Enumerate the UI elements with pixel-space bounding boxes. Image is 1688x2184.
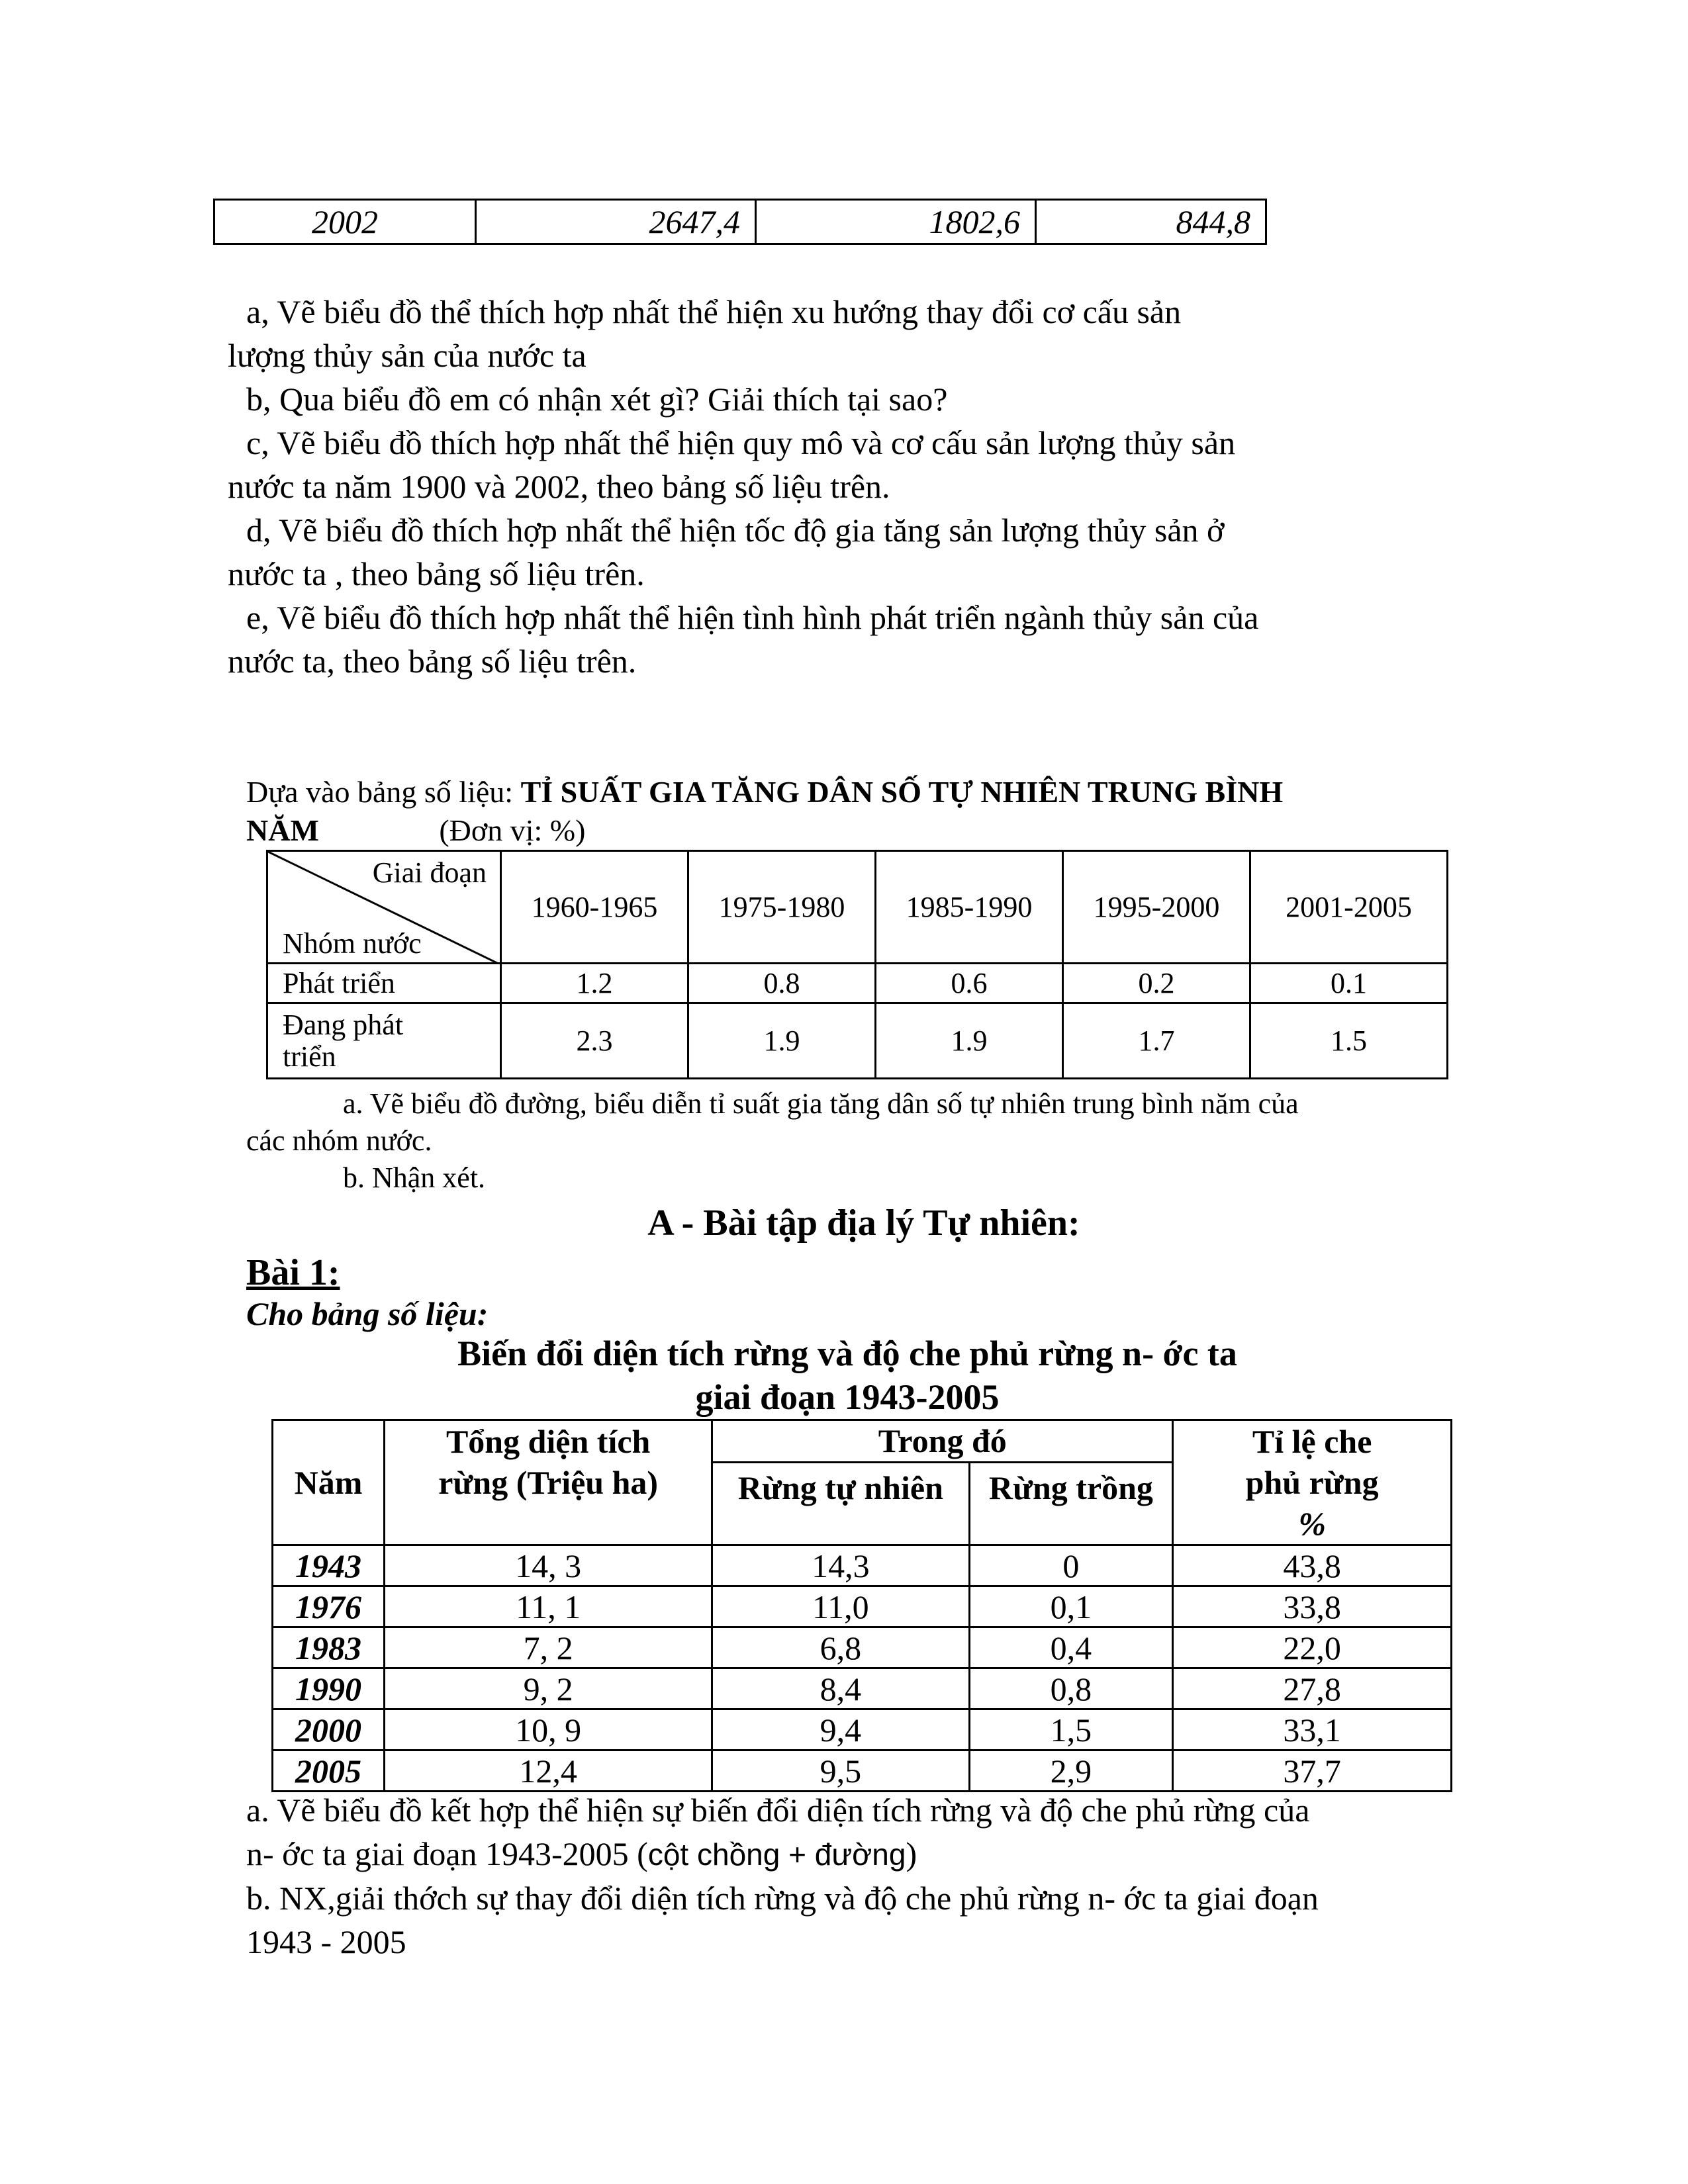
value-cell: 33,8 <box>1173 1586 1452 1627</box>
value-cell: 14, 3 <box>385 1545 712 1586</box>
value-cell: 6,8 <box>712 1627 969 1668</box>
header-cover-label: Tỉ lệ che phủ rừng <box>1245 1423 1379 1501</box>
table-title-line: Biến đổi diện tích rừng và độ che phủ rừng n- ớc ta <box>457 1334 1237 1373</box>
value-cell: 7, 2 <box>385 1627 712 1668</box>
question-line: nước ta năm 1900 và 2002, theo bảng số liệu trên. <box>228 468 890 505</box>
question-line <box>246 1832 1504 1876</box>
period-header: 1985-1990 <box>876 851 1063 964</box>
value-cell: 0.6 <box>876 964 1063 1003</box>
table-row <box>273 1709 1452 1751</box>
population-title: TỈ SUẤT GIA TĂNG DÂN SỐ TỰ NHIÊN TRUNG BÌNH <box>520 775 1284 809</box>
population-table <box>266 850 1448 1079</box>
question-text: n- ớc ta giai đoạn 1943-2005 ( <box>246 1835 648 1872</box>
question-line: lượng thủy sản của nước ta <box>228 337 586 374</box>
value-cell: 1.7 <box>1063 1003 1250 1079</box>
header-group: Trong đó <box>712 1420 1173 1463</box>
year-cell: 1990 <box>273 1668 385 1709</box>
period-header: 1960-1965 <box>501 851 688 964</box>
question-line: nước ta, theo bảng số liệu trên. <box>228 643 637 680</box>
question-line: 1943 - 2005 <box>246 1923 406 1960</box>
table-cell: 2002 <box>214 200 476 244</box>
question-line: b. NX,giải thớch sự thay đổi diện tích rừng và độ che phủ rừng n- ớc ta giai đoạn <box>246 1880 1319 1917</box>
value-cell: 1.9 <box>688 1003 876 1079</box>
question-line: a. Vẽ biểu đồ kết hợp thể hiện sự biến đổi diện tích rừng và độ che phủ rừng của <box>246 1792 1310 1829</box>
fisheries-questions <box>228 290 1485 683</box>
question-line: b, Qua biểu đồ em có nhận xét gì? Giải thích tại sao? <box>246 381 948 418</box>
period-header: 2001-2005 <box>1250 851 1448 964</box>
corner-cell <box>267 851 501 964</box>
corner-bottom-label: Nhóm nước <box>283 927 422 960</box>
header-cover <box>1173 1420 1452 1545</box>
value-cell: 0.1 <box>1250 964 1448 1003</box>
population-heading <box>246 773 1504 850</box>
table-cell: 844,8 <box>1036 200 1266 244</box>
value-cell: 1.2 <box>501 964 688 1003</box>
year-cell: 2000 <box>273 1709 385 1751</box>
corner-top-label: Giai đoạn <box>372 856 487 889</box>
table-row <box>273 1751 1452 1792</box>
table-row <box>214 200 1266 244</box>
value-cell: 2.3 <box>501 1003 688 1079</box>
value-cell: 27,8 <box>1173 1668 1452 1709</box>
table-row <box>267 964 1448 1003</box>
question-line: a. Vẽ biểu đồ đường, biểu diễn tỉ suất gia tăng dân số tự nhiên trung bình năm của <box>343 1087 1299 1120</box>
value-cell: 8,4 <box>712 1668 969 1709</box>
value-cell: 43,8 <box>1173 1545 1452 1586</box>
question-line: c, Vẽ biểu đồ thích hợp nhất thể hiện quy mô và cơ cấu sản lượng thủy sản <box>246 424 1236 461</box>
question-line: a, Vẽ biểu đồ thể thích hợp nhất thể hiện xu hướng thay đổi cơ cấu sản <box>246 293 1182 330</box>
value-cell: 0 <box>969 1545 1173 1586</box>
value-cell: 1,5 <box>969 1709 1173 1751</box>
question-line: e, Vẽ biểu đồ thích hợp nhất thể hiện tình hình phát triển ngành thủy sản của <box>246 599 1259 636</box>
table-row <box>273 1627 1452 1668</box>
section-title: A - Bài tập địa lý Tự nhiên: <box>647 1203 1080 1244</box>
year-cell: 2005 <box>273 1751 385 1792</box>
year-cell: 1983 <box>273 1627 385 1668</box>
value-cell: 37,7 <box>1173 1751 1452 1792</box>
forest-questions <box>246 1788 1504 1964</box>
table-row <box>273 1668 1452 1709</box>
question-line: nước ta , theo bảng số liệu trên. <box>228 555 645 592</box>
period-header: 1975-1980 <box>688 851 876 964</box>
value-cell: 1.9 <box>876 1003 1063 1079</box>
population-questions <box>246 1085 1504 1197</box>
group-cell: Phát triển <box>267 964 501 1003</box>
header-total: Tổng diện tích rừng (Triệu ha) <box>385 1420 712 1545</box>
given-label: Cho bảng số liệu: <box>246 1295 489 1332</box>
unit-label: (Đơn vị: %) <box>439 813 586 847</box>
table-row <box>273 1545 1452 1586</box>
question-text-sans: cột chồng + đường <box>647 1837 906 1872</box>
year-cell: 1943 <box>273 1545 385 1586</box>
value-cell: 22,0 <box>1173 1627 1452 1668</box>
header-cover-unit: % <box>1298 1505 1326 1542</box>
year-cell: 1976 <box>273 1586 385 1627</box>
table-cell: 1802,6 <box>756 200 1036 244</box>
value-cell: 9,5 <box>712 1751 969 1792</box>
value-cell: 9, 2 <box>385 1668 712 1709</box>
value-cell: 11, 1 <box>385 1586 712 1627</box>
table-header-row <box>267 851 1448 964</box>
question-text: ) <box>906 1835 917 1872</box>
forest-table <box>271 1419 1452 1792</box>
header-planted: Rừng trồng <box>969 1462 1173 1545</box>
value-cell: 0,1 <box>969 1586 1173 1627</box>
value-cell: 11,0 <box>712 1586 969 1627</box>
period-header: 1995-2000 <box>1063 851 1250 964</box>
value-cell: 0.2 <box>1063 964 1250 1003</box>
value-cell: 12,4 <box>385 1751 712 1792</box>
exercise-label: Bài 1: <box>246 1252 340 1293</box>
question-line: d, Vẽ biểu đồ thích hợp nhất thể hiện tốc độ gia tăng sản lượng thủy sản ở <box>246 512 1225 549</box>
value-cell: 9,4 <box>712 1709 969 1751</box>
value-cell: 1.5 <box>1250 1003 1448 1079</box>
value-cell: 0.8 <box>688 964 876 1003</box>
table-row <box>273 1586 1452 1627</box>
population-title-2: NĂM <box>246 813 319 847</box>
table-title-line: giai đoạn 1943-2005 <box>695 1377 1000 1417</box>
value-cell: 33,1 <box>1173 1709 1452 1751</box>
table-cell: 2647,4 <box>476 200 756 244</box>
intro-text: Dựa vào bảng số liệu: <box>246 775 521 809</box>
value-cell: 14,3 <box>712 1545 969 1586</box>
table-row <box>267 1003 1448 1079</box>
header-natural: Rừng tự nhiên <box>712 1462 969 1545</box>
table-header-row <box>273 1420 1452 1463</box>
fisheries-table-fragment <box>213 199 1267 245</box>
value-cell: 0,4 <box>969 1627 1173 1668</box>
table-title <box>0 1332 1688 1419</box>
header-year: Năm <box>273 1420 385 1545</box>
value-cell: 10, 9 <box>385 1709 712 1751</box>
question-line: b. Nhận xét. <box>343 1161 486 1194</box>
question-line: các nhóm nước. <box>246 1124 432 1157</box>
value-cell: 0,8 <box>969 1668 1173 1709</box>
value-cell: 2,9 <box>969 1751 1173 1792</box>
group-cell: Đang phát triển <box>267 1003 501 1079</box>
